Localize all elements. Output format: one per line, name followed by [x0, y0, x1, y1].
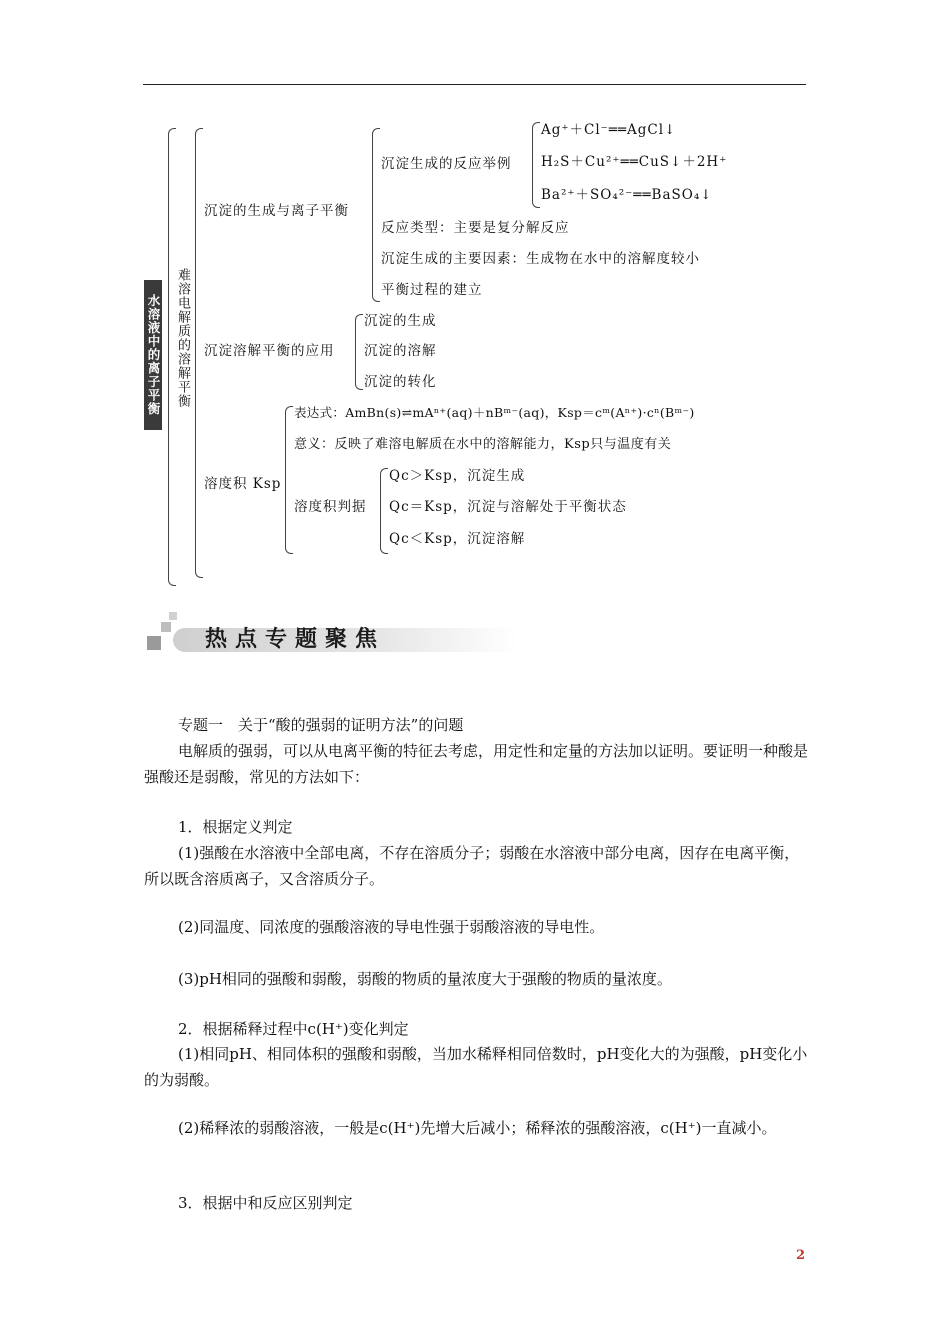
header-rule [143, 84, 806, 85]
reaction-2: H₂S＋Cu²⁺══CuS↓＋2H⁺ [541, 154, 728, 170]
reaction-1: Ag⁺＋Cl⁻══AgCl↓ [541, 122, 677, 138]
paragraph-2-1: (1)相同pH、相同体积的强酸和弱酸，当加水稀释相同倍数时，pH变化大的为强酸，pH变化小的为弱酸。 [144, 1045, 808, 1089]
judge-label: 溶度积判据 [294, 499, 367, 515]
brace-b1 [372, 128, 380, 302]
mindmap-root: 水溶液中的离子平衡 [144, 280, 162, 430]
main-factor: 沉淀生成的主要因素：生成物在水中的溶解度较小 [381, 251, 700, 267]
branch-application: 沉淀溶解平衡的应用 [204, 343, 335, 359]
paragraph-1-2: (2)同温度、同浓度的强酸溶液的导电性强于弱酸溶液的导电性。 [178, 918, 605, 936]
branch-ksp: 溶度积 Ksp [204, 476, 282, 492]
page-number: 2 [796, 1248, 806, 1263]
banner-square-1 [147, 636, 161, 650]
ksp-meaning: 意义：反映了难溶电解质在水中的溶解能力，Ksp只与温度有关 [294, 437, 672, 452]
brace-sub [195, 128, 203, 578]
section-2-heading: 2．根据稀释过程中c(H⁺)变化判定 [178, 1020, 409, 1038]
intro-paragraph: 电解质的强弱，可以从电离平衡的特征去考虑，用定性和定量的方法加以证明。要证明一种酸是强酸还是弱酸，常见的方法如下： [144, 742, 809, 786]
judge-1: Qc＞Ksp，沉淀生成 [389, 468, 526, 484]
section-1-heading: 1．根据定义判定 [178, 818, 293, 836]
reaction-3: Ba²⁺＋SO₄²⁻══BaSO₄↓ [541, 187, 713, 203]
ksp-expression: 表达式：AmBn(s)⇌mAⁿ⁺(aq)＋nBᵐ⁻(aq)，Ksp＝cᵐ(Aⁿ⁺)·cⁿ(Bᵐ⁻) [294, 405, 695, 420]
brace-judge [380, 468, 388, 554]
brace-b2 [355, 314, 363, 390]
mindmap-sub: 难溶电解质的溶解平衡 [175, 268, 190, 408]
branch-precipitation-formation: 沉淀的生成与离子平衡 [204, 203, 349, 219]
judge-2: Qc＝Ksp，沉淀与溶解处于平衡状态 [389, 499, 627, 515]
brace-b3 [285, 406, 293, 554]
reactions-label: 沉淀生成的反应举例 [381, 156, 512, 172]
paragraph-2-2: (2)稀释浓的弱酸溶液，一般是c(H⁺)先增大后减小；稀释浓的强酸溶液，c(H⁺)一直减小。 [178, 1119, 777, 1137]
section-3-heading: 3．根据中和反应区别判定 [178, 1194, 353, 1212]
application-2: 沉淀的溶解 [364, 343, 437, 359]
banner-square-3 [169, 612, 177, 620]
banner-title: 热点专题聚焦 [205, 627, 386, 652]
equilibrium-process: 平衡过程的建立 [381, 282, 483, 298]
application-1: 沉淀的生成 [364, 313, 437, 329]
brace-reactions [532, 122, 540, 208]
reaction-type: 反应类型：主要是复分解反应 [381, 220, 570, 236]
paragraph-1-1: (1)强酸在水溶液中全部电离，不存在溶质分子；弱酸在水溶液中部分电离，因存在电离平衡，所以既含溶质离子，又含溶质分子。 [144, 844, 800, 888]
judge-3: Qc＜Ksp，沉淀溶解 [389, 531, 526, 547]
application-3: 沉淀的转化 [364, 374, 437, 390]
banner-square-2 [161, 622, 171, 632]
topic-heading: 专题一 关于“酸的强弱的证明方法”的问题 [178, 716, 464, 734]
hot-topic-banner [147, 612, 517, 658]
paragraph-1-3: (3)pH相同的强酸和弱酸，弱酸的物质的量浓度大于强酸的物质的量浓度。 [178, 970, 672, 988]
